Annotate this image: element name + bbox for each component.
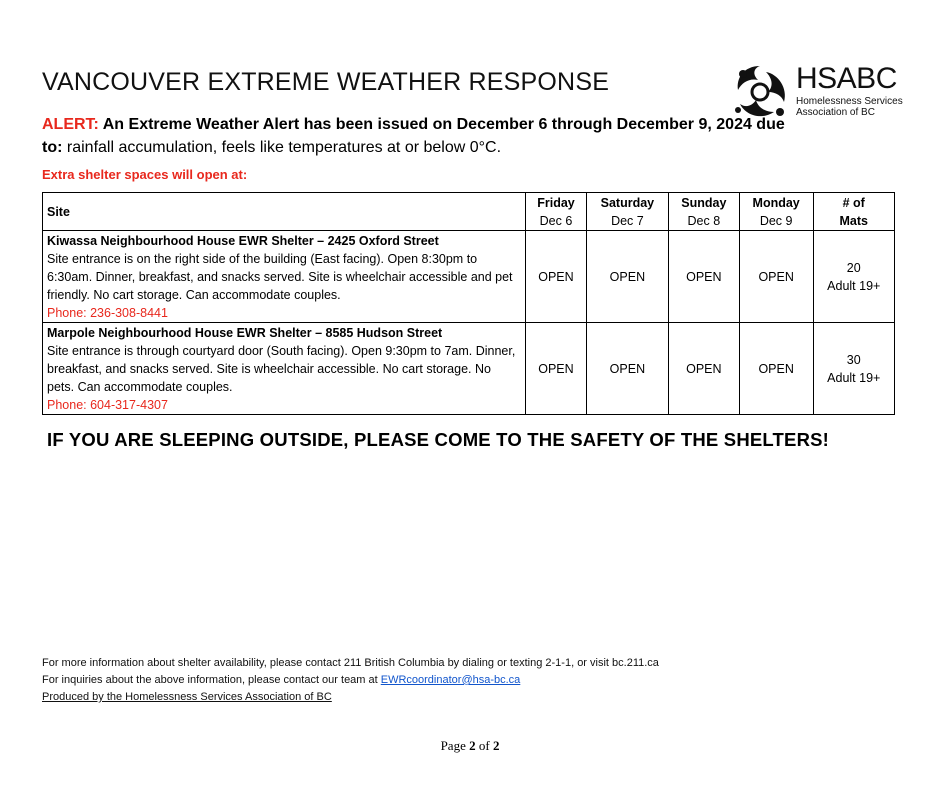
status-cell: OPEN [739, 231, 813, 323]
mats-header-line1: # of [842, 196, 865, 210]
footer-info-line: For more information about shelter availability, please contact 211 British Columbia by dialing or texting 2-1-1, or visit bc.211.ca [42, 657, 659, 669]
mats-count: 30 [846, 352, 861, 367]
logo-subtitle-line1: Homelessness Services [796, 96, 903, 107]
status-cell: OPEN [526, 231, 587, 323]
alert-message [42, 113, 802, 159]
status-cell: OPEN [739, 323, 813, 415]
mats-cell [813, 323, 895, 415]
day-name: Sunday [681, 196, 727, 210]
table-header-row [43, 193, 895, 231]
mats-header-line2: Mats [839, 214, 868, 228]
status-cell: OPEN [526, 323, 587, 415]
footer-produced-by: Produced by the Homelessness Services Association of BC [42, 691, 332, 703]
logo-brand: HSABC [796, 62, 897, 95]
logo-subtitle-line2: Association of BC [796, 107, 875, 118]
day-header-sunday [668, 193, 739, 231]
page-number [0, 738, 940, 754]
page-total: 2 [492, 738, 500, 753]
coordinator-email-link[interactable]: EWRcoordinator@hsa-bc.ca [380, 674, 521, 686]
day-name: Saturday [600, 196, 655, 210]
shelter-description: Site entrance is through courtyard door (South facing). Open 9:30pm to 7am. Dinner, breakfast, and snacks served. Site is wheelchair accessible. No cart storage. No pets. Can accommodate couples. [47, 344, 516, 394]
hsabc-emblem-icon [730, 62, 790, 120]
mats-header [813, 193, 895, 231]
alert-text-bold: An Extreme Weather Alert has been issued on December 6 through December 9, 2024 due to: [42, 116, 785, 156]
mats-ages: Adult 19+ [827, 278, 881, 293]
day-header-saturday [586, 193, 668, 231]
mats-ages: Adult 19+ [827, 370, 881, 385]
table-row [43, 323, 895, 415]
day-header-monday [739, 193, 813, 231]
status-cell: OPEN [586, 323, 668, 415]
alert-label: ALERT: [42, 116, 99, 133]
shelter-name: Kiwassa Neighbourhood House EWR Shelter – 2425 Oxford Street [47, 234, 439, 248]
shelter-phone: Phone: 236-308-8441 [47, 306, 168, 320]
status-cell: OPEN [668, 323, 739, 415]
mats-count: 20 [846, 260, 861, 275]
mats-cell [813, 231, 895, 323]
extra-spaces-notice: Extra shelter spaces will open at: [42, 167, 248, 182]
shelter-table [42, 192, 895, 415]
page-title: VANCOUVER EXTREME WEATHER RESPONSE [42, 68, 610, 96]
footer-inquiry-text: For inquiries about the above information, please contact our team at [42, 674, 381, 686]
footer [42, 655, 659, 706]
day-date: Dec 9 [759, 214, 793, 228]
day-name: Monday [752, 196, 800, 210]
site-cell [43, 323, 526, 415]
page-of: of [475, 738, 493, 753]
call-to-action: IF YOU ARE SLEEPING OUTSIDE, PLEASE COME TO THE SAFETY OF THE SHELTERS! [47, 429, 830, 450]
page-current: 2 [469, 738, 476, 753]
shelter-phone: Phone: 604-317-4307 [47, 398, 168, 412]
footer-inquiry-line [42, 672, 659, 689]
alert-text-normal: rainfall accumulation, feels like temperatures at or below 0°C. [62, 139, 502, 156]
shelter-name: Marpole Neighbourhood House EWR Shelter – 8585 Hudson Street [47, 326, 443, 340]
day-date: Dec 6 [539, 214, 573, 228]
status-cell: OPEN [668, 231, 739, 323]
site-header: Site [43, 193, 526, 231]
page-prefix: Page [440, 738, 470, 753]
day-date: Dec 7 [611, 214, 644, 228]
day-name: Friday [537, 196, 575, 210]
shelter-description: Site entrance is on the right side of the building (East facing). Open 8:30pm to 6:30am. Dinner, breakfast, and snacks served. Site is wheelchair accessible and pet friendly. No cart storage. Can accommodate couples. [47, 252, 513, 302]
logo-subtitle [796, 96, 903, 118]
day-date: Dec 8 [687, 214, 721, 228]
day-header-friday [526, 193, 587, 231]
table-row [43, 231, 895, 323]
status-cell: OPEN [586, 231, 668, 323]
site-cell [43, 231, 526, 323]
